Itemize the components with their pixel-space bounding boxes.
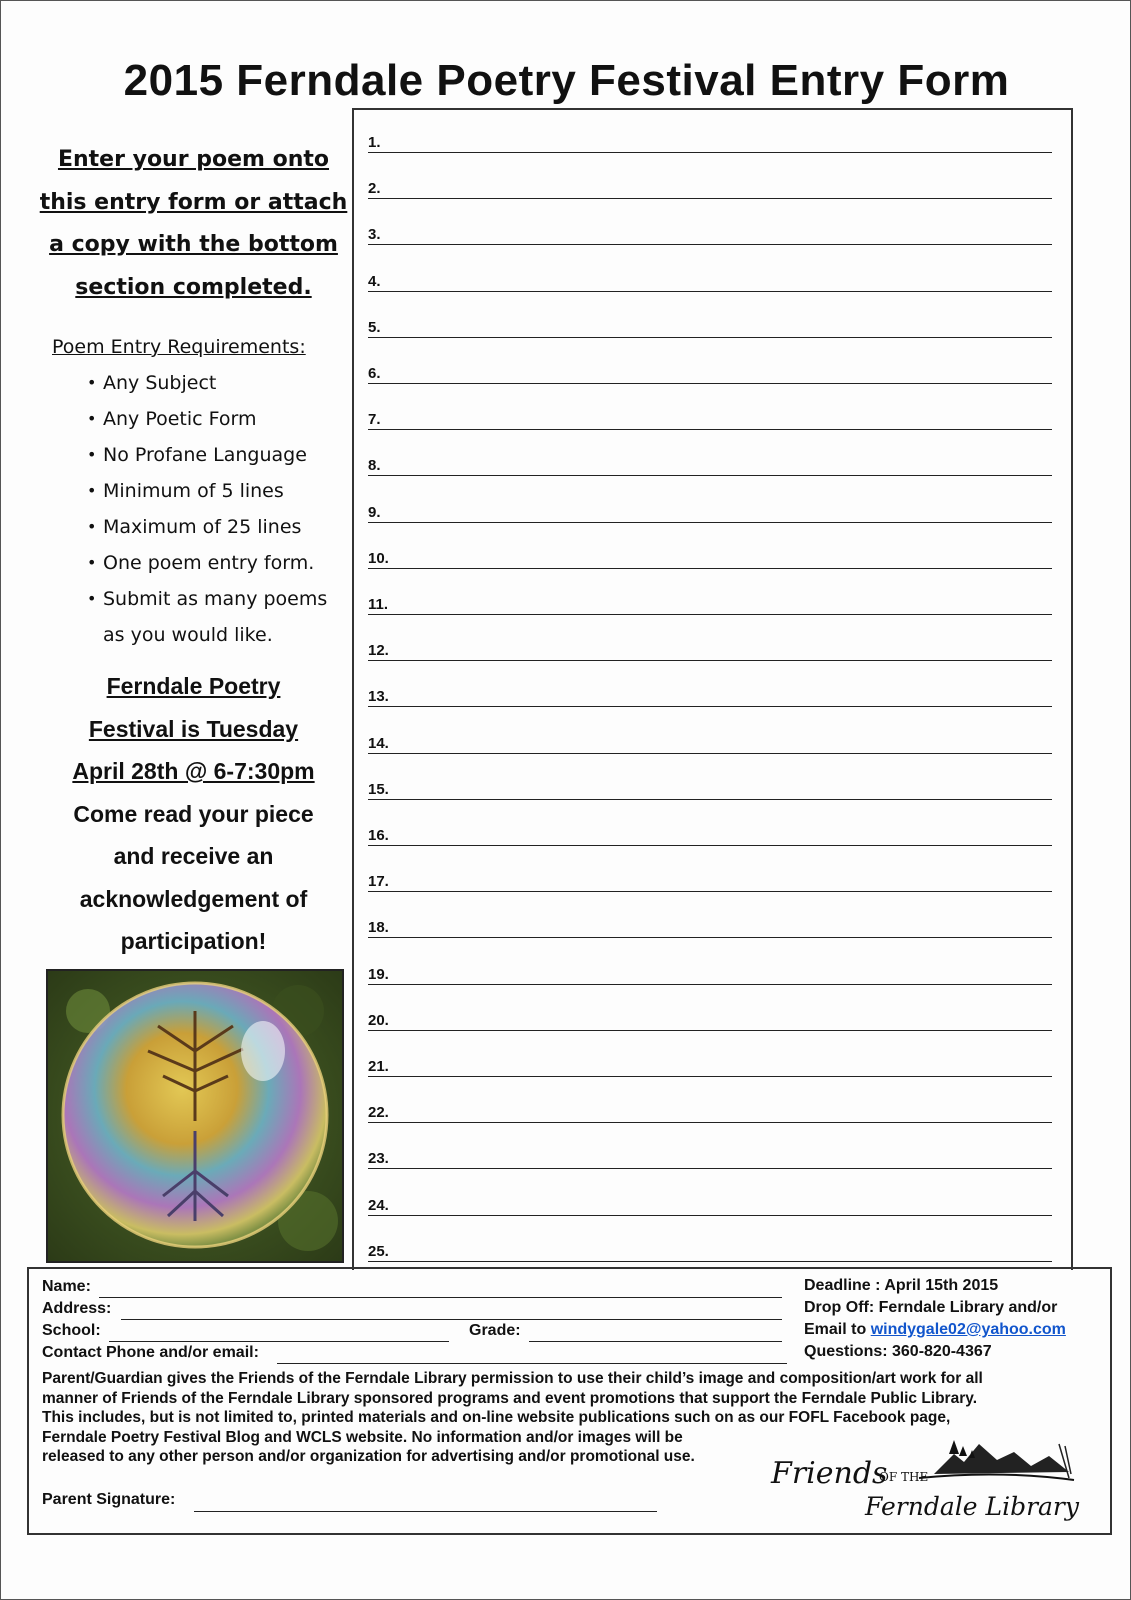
poem-line-number: 5. xyxy=(368,318,381,336)
intro-text xyxy=(36,139,351,309)
poem-line-number: 2. xyxy=(368,180,381,198)
poem-line[interactable] xyxy=(368,823,1052,846)
poem-line[interactable] xyxy=(368,453,1052,476)
email-prefix: Email to xyxy=(804,1321,871,1338)
entrant-info-section xyxy=(27,1267,1112,1535)
requirement-text: Minimum of 5 lines xyxy=(103,480,284,502)
requirement-text: One poem entry form. xyxy=(103,552,315,574)
festival-line: acknowledgement of xyxy=(79,885,308,912)
poem-line[interactable] xyxy=(368,1193,1052,1216)
poem-line-number: 7. xyxy=(368,411,381,429)
poem-line[interactable] xyxy=(368,1146,1052,1169)
questions-text: Questions: 360-820-4367 xyxy=(804,1343,992,1360)
friends-library-logo xyxy=(769,1434,1089,1529)
logo-library-text: Ferndale Library xyxy=(865,1492,1080,1521)
requirements-list xyxy=(36,365,351,653)
requirement-text: Submit as many poems xyxy=(103,588,328,610)
poem-line-number: 9. xyxy=(368,503,381,521)
logo-of-the-text: OF THE xyxy=(879,1470,929,1484)
poem-line-number: 19. xyxy=(368,965,389,983)
requirement-text: Any Subject xyxy=(103,372,217,394)
poem-line-number: 18. xyxy=(368,919,389,937)
poem-line-number: 12. xyxy=(368,642,389,660)
intro-line: a copy with the bottom xyxy=(49,232,338,257)
poem-line[interactable] xyxy=(368,731,1052,754)
requirement-item xyxy=(36,617,351,653)
requirement-text: Maximum of 25 lines xyxy=(103,516,302,538)
permission-line: released to any other person and/or organization for advertising and/or promotional use. xyxy=(42,1448,695,1465)
name-field[interactable] xyxy=(99,1277,782,1298)
poem-lines-box xyxy=(352,108,1073,1270)
poem-line-number: 6. xyxy=(368,365,381,382)
poem-line[interactable] xyxy=(368,222,1052,245)
poem-line-number: 20. xyxy=(368,1011,389,1029)
poem-line[interactable] xyxy=(368,546,1052,569)
requirement-item xyxy=(36,509,351,545)
poem-line-number: 14. xyxy=(368,734,389,752)
intro-line: section completed. xyxy=(75,274,312,300)
requirement-item xyxy=(36,365,351,401)
school-field[interactable] xyxy=(109,1321,449,1342)
poem-line[interactable] xyxy=(368,638,1052,661)
bullet-icon: • xyxy=(87,517,97,536)
bullet-icon: • xyxy=(87,373,97,392)
bubble-photo xyxy=(46,969,344,1263)
poem-line[interactable] xyxy=(368,407,1052,430)
poem-line[interactable] xyxy=(368,1100,1052,1123)
poem-line[interactable] xyxy=(368,130,1052,153)
address-field[interactable] xyxy=(121,1299,782,1320)
bullet-icon: • xyxy=(87,409,97,428)
bullet-icon: • xyxy=(87,481,97,500)
intro-line: Enter your poem onto xyxy=(57,147,330,172)
poem-line[interactable] xyxy=(368,500,1052,523)
poem-line-number: 23. xyxy=(368,1150,389,1168)
contact-field[interactable] xyxy=(277,1343,787,1364)
poem-line[interactable] xyxy=(368,915,1052,938)
grade-field[interactable] xyxy=(529,1321,782,1342)
poem-line[interactable] xyxy=(368,592,1052,615)
poem-line-number: 13. xyxy=(368,688,389,706)
signature-field[interactable] xyxy=(194,1491,657,1512)
dropoff-text: Drop Off: Ferndale Library and/or xyxy=(804,1299,1058,1316)
instructions-column xyxy=(36,139,351,963)
poem-line-number: 22. xyxy=(368,1104,389,1122)
poem-line[interactable] xyxy=(368,1054,1052,1077)
name-label: Name: xyxy=(42,1278,91,1295)
festival-announcement xyxy=(36,665,351,963)
poem-line[interactable] xyxy=(368,869,1052,892)
bubble-image xyxy=(48,971,342,1261)
requirement-item xyxy=(36,437,351,473)
poem-line[interactable] xyxy=(368,1239,1052,1262)
school-label: School: xyxy=(42,1322,101,1339)
poem-line-number: 16. xyxy=(368,827,389,844)
poem-line-number: 10. xyxy=(368,549,389,567)
requirement-text: Any Poetic Form xyxy=(103,408,257,430)
poem-line-number: 8. xyxy=(368,457,381,475)
permission-line: Parent/Guardian gives the Friends of the Ferndale Library permission to use their child’s image and composition/art work for all xyxy=(42,1370,983,1387)
poem-line-number: 17. xyxy=(368,873,389,891)
signature-label: Parent Signature: xyxy=(42,1491,176,1508)
page-title: 2015 Ferndale Poetry Festival Entry Form xyxy=(123,56,1010,105)
requirement-item xyxy=(36,545,351,581)
poem-line-number: 11. xyxy=(368,596,389,613)
requirement-item xyxy=(36,581,351,617)
festival-line: participation! xyxy=(120,928,267,954)
poem-line-number: 4. xyxy=(368,272,381,290)
deadline-text: Deadline : April 15th 2015 xyxy=(804,1277,999,1294)
permission-line: manner of Friends of the Ferndale Library sponsored programs and event promotions that support the Ferndale Public Library. xyxy=(42,1389,978,1407)
requirement-text: as you would like. xyxy=(103,624,273,646)
poem-line[interactable] xyxy=(368,777,1052,800)
poem-line[interactable] xyxy=(368,176,1052,199)
poem-line-number: 21. xyxy=(368,1058,389,1075)
email-link[interactable]: windygale02@yahoo.com xyxy=(870,1321,1066,1338)
requirements-heading: Poem Entry Requirements: xyxy=(52,336,306,358)
festival-line: and receive an xyxy=(113,843,274,869)
bullet-icon: • xyxy=(87,589,97,608)
poem-line-number: 25. xyxy=(368,1242,389,1260)
poem-line[interactable] xyxy=(368,1008,1052,1031)
bullet-icon: • xyxy=(87,445,97,464)
poem-line[interactable] xyxy=(368,269,1052,292)
poem-line-number: 24. xyxy=(368,1196,389,1214)
poem-line[interactable] xyxy=(368,962,1052,985)
requirement-item xyxy=(36,401,351,437)
festival-line: Ferndale Poetry xyxy=(106,673,281,699)
poem-line-number: 15. xyxy=(368,780,389,798)
poem-line[interactable] xyxy=(368,315,1052,338)
address-label: Address: xyxy=(42,1300,112,1317)
poem-line-number: 3. xyxy=(368,226,381,244)
festival-line: April 28th @ 6-7:30pm xyxy=(72,758,315,784)
poem-line-number: 1. xyxy=(368,134,381,151)
permission-line: This includes, but is not limited to, printed materials and on-line website publications such on as our FOFL Facebook page, xyxy=(42,1409,951,1426)
festival-line: Come read your piece xyxy=(73,800,314,827)
festival-line: Festival is Tuesday xyxy=(88,715,299,742)
intro-line: this entry form or attach xyxy=(39,189,348,215)
email-line xyxy=(804,1319,1066,1341)
permission-line: Ferndale Poetry Festival Blog and WCLS website. No information and/or images will be xyxy=(42,1428,683,1446)
bullet-icon: • xyxy=(87,553,97,572)
contact-label: Contact Phone and/or email: xyxy=(42,1344,259,1361)
grade-label: Grade: xyxy=(469,1322,521,1339)
requirement-text: No Profane Language xyxy=(103,444,307,466)
logo-friends-text: Friends xyxy=(771,1456,888,1491)
poem-line[interactable] xyxy=(368,361,1052,384)
poem-line[interactable] xyxy=(368,684,1052,707)
requirement-item xyxy=(36,473,351,509)
